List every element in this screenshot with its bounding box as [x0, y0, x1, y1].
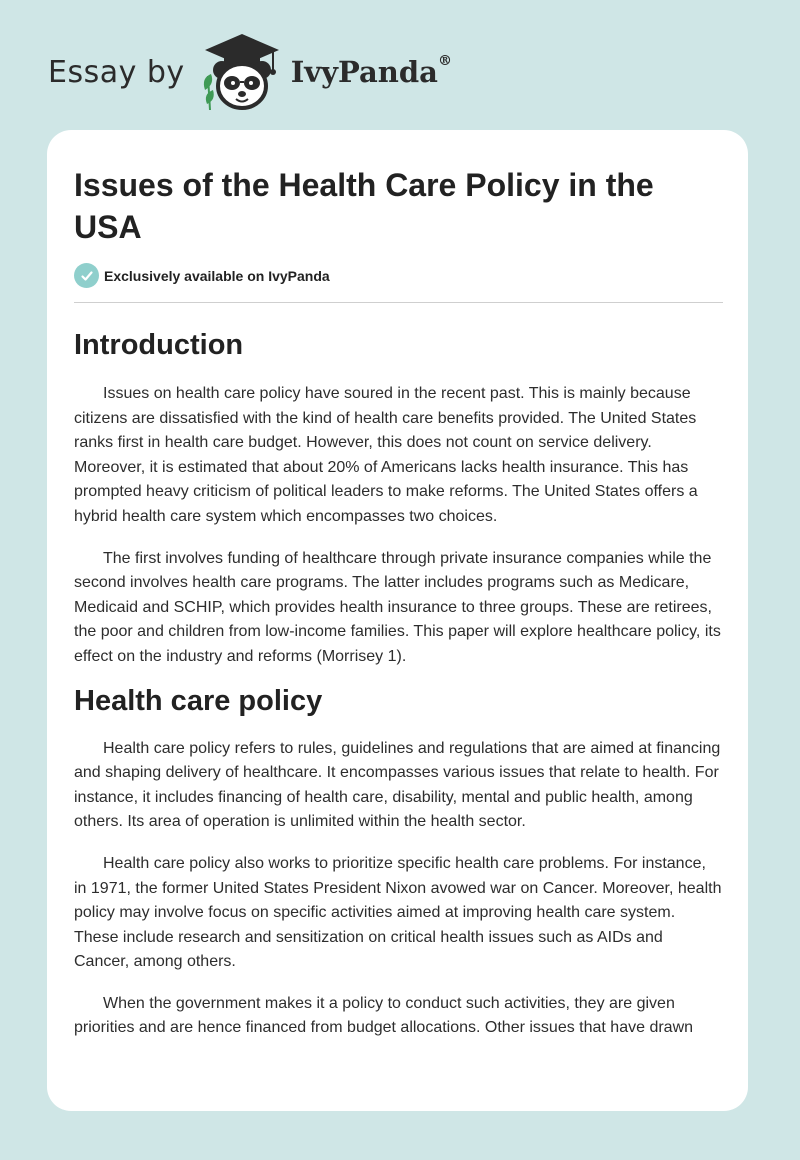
essay-by-label: Essay by: [48, 54, 185, 90]
site-header: [48, 30, 452, 114]
exclusive-badge: [74, 263, 330, 288]
brand-text: IvyPanda: [290, 55, 438, 89]
exclusive-label: Exclusively available on IvyPanda: [104, 267, 330, 284]
check-icon: [74, 263, 99, 288]
essay-card: [47, 130, 748, 1111]
paragraph: Health care policy refers to rules, guidelines and regulations that are aimed at financing and shaping delivery of healthcare. It encompasses various issues that relate to health. For instance, it includes financing of health care, disability, mental and public health, among others. Its area of operation is unlimited within the health sector.: [74, 739, 721, 831]
paragraph: Health care policy also works to prioritize specific health care problems. For instance, in 1971, the former United States President Nixon avowed war on Cancer. Moreover, health policy may involve focus on specific activities aimed at improving health care system. These include research and sensitization on critical health issues such as AIDs and Cancer, among others.: [74, 854, 722, 971]
essay-body: [74, 320, 722, 1041]
panda-logo-icon[interactable]: [199, 30, 285, 114]
registered-mark: ®: [437, 53, 452, 70]
paragraph: The first involves funding of healthcare through private insurance companies while the second involves health care programs. The latter includes programs such as Medicare, Medicaid and SCHIP, which provides health insurance to three groups. These are retirees, the poor and children from low-income families. This paper will explore healthcare policy, its effect on the industry and reforms (Morrisey 1).: [74, 549, 721, 665]
brand-name[interactable]: [291, 55, 452, 89]
section-heading-health-care-policy: Health care policy: [74, 684, 323, 717]
section-heading-introduction: Introduction: [74, 329, 244, 361]
paragraph: Issues on health care policy have soured in the recent past. This is mainly because citizens are dissatisfied with the kind of health care benefits provided. The United States ranks first in health care budget. However, this does not count on service delivery. Moreover, it is estimated that about 20% of Americans lacks health insurance. This has prompted heavy criticism of political leaders to make reforms. The United States offers a hybrid health care system which encompasses two choices.: [74, 385, 698, 525]
paragraph: When the government makes it a policy to conduct such activities, they are given priorities and are hence financed from budget allocations. Other issues that have drawn: [74, 994, 694, 1037]
page-title: Issues of the Health Care Policy in the USA: [74, 167, 654, 245]
divider: [74, 302, 723, 303]
